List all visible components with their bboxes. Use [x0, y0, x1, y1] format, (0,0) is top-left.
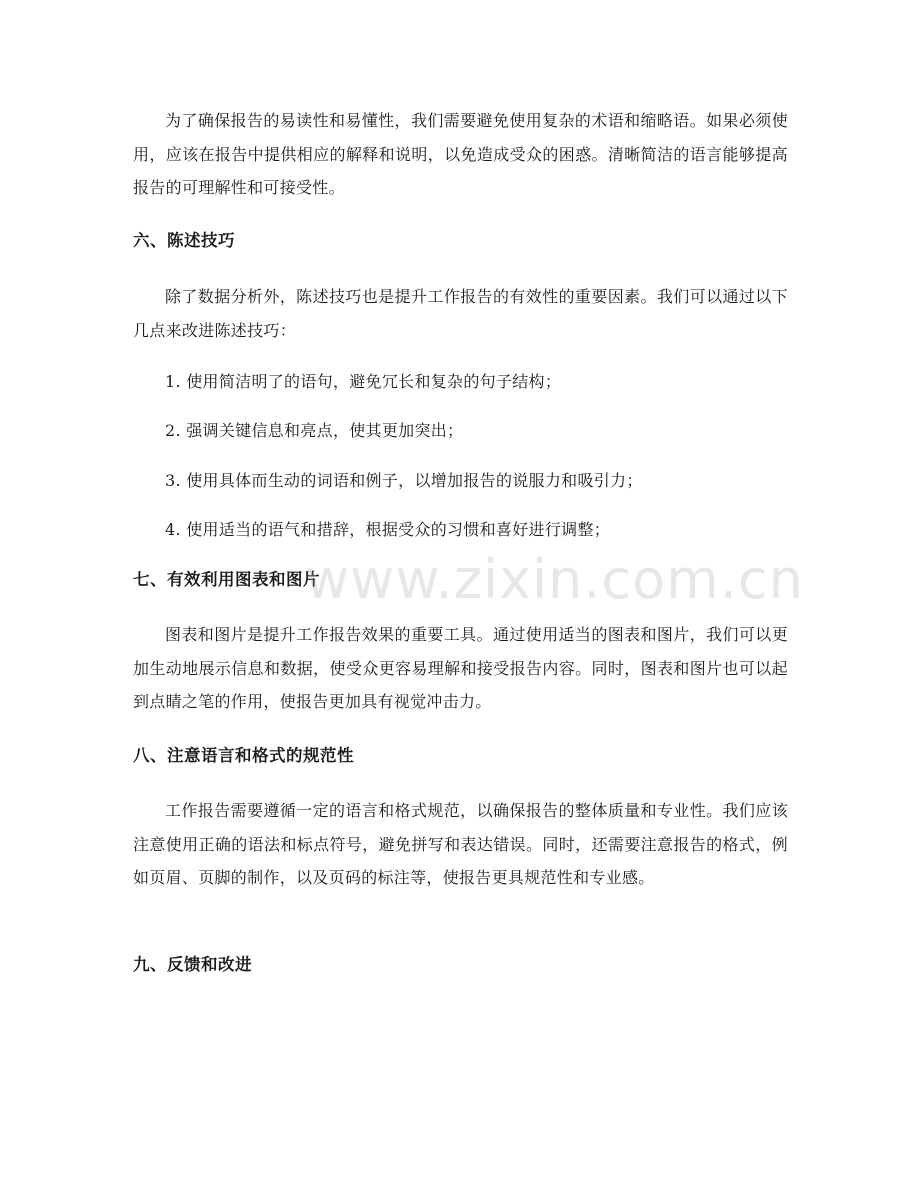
paragraph-format: 工作报告需要遵循一定的语言和格式规范，以确保报告的整体质量和专业性。我们应该注意使用正确的语法和标点符号，避免拼写和表达错误。同时，还需要注意报告的格式，例如页眉、页脚的制作，以及页码的标注等，使报告更具规范性和专业感。	[133, 801, 788, 887]
paragraph-charts: 图表和图片是提升工作报告效果的重要工具。通过使用适当的图表和图片，我们可以更加生动地展示信息和数据，使受众更容易理解和接受报告内容。同时，图表和图片也可以起到点睛之笔的作用，使报告更加具有视觉冲击力。	[133, 625, 788, 711]
heading-section-6: 六、陈述技巧	[133, 231, 235, 250]
paragraph-readability: 为了确保报告的易读性和易懂性，我们需要避免使用复杂的术语和缩略语。如果必须使用，应该在报告中提供相应的解释和说明，以免造成受众的困惑。清晰简洁的语言能够提高报告的可理解性和可接受性。	[133, 111, 788, 197]
list-item: 3. 使用具体而生动的词语和例子，以增加报告的说服力和吸引力；	[165, 471, 643, 490]
list-item: 2. 强调关键信息和亮点，使其更加突出；	[165, 421, 464, 440]
list-item: 1. 使用简洁明了的语句，避免冗长和复杂的句子结构；	[165, 372, 562, 391]
heading-section-8: 八、注意语言和格式的规范性	[133, 746, 354, 765]
heading-section-9: 九、反馈和改进	[133, 955, 252, 974]
list-item: 4. 使用适当的语气和措辞，根据受众的习惯和喜好进行调整；	[165, 520, 611, 539]
paragraph-presentation-intro: 除了数据分析外，陈述技巧也是提升工作报告的有效性的重要因素。我们可以通过以下几点来改进陈述技巧：	[133, 287, 788, 340]
watermark: www.zixin.com.cn	[305, 548, 804, 611]
heading-section-7: 七、有效利用图表和图片	[133, 570, 320, 589]
